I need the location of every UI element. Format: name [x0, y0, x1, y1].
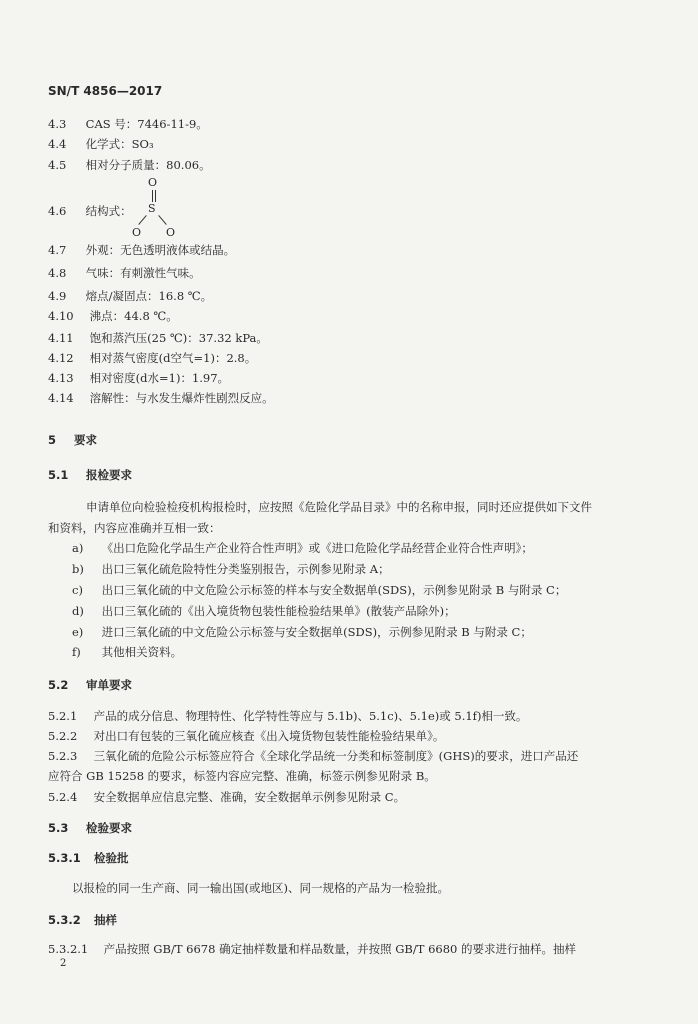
prop-num: 4.9: [48, 289, 67, 303]
prop-num: 4.4: [48, 137, 67, 151]
atom-o-right: O: [166, 226, 176, 239]
section-num: 5: [48, 433, 57, 447]
clause-text: 三氧化硫的危险公示标签应符合《全球化学品统一分类和标签制度》(GHS)的要求，进口产品还: [93, 749, 579, 763]
prop-num: 4.3: [48, 117, 67, 131]
bond-double-top-2: [155, 190, 156, 202]
section-num: 5.3: [48, 821, 69, 835]
clause-5-3-2-1: [48, 941, 668, 957]
prop-num: 4.13: [48, 371, 74, 385]
clause-text: 安全数据单应信息完整、准确，安全数据单示例参见附录 C。: [93, 790, 406, 804]
prop-num: 4.8: [48, 266, 67, 280]
prop-text: 化学式：SO₃: [85, 137, 154, 151]
s51-para-line-1: 申请单位向检验检疫机构报检时，应按照《危险化学品目录》中的名称申报，同时还应提供如下文件: [86, 500, 592, 514]
list-text: 《出口危险化学品生产企业符合性声明》或《进口危险化学品经营企业符合性声明》；: [101, 541, 533, 555]
section-num: 5.3.1: [48, 851, 81, 865]
section-title: 检验要求: [86, 821, 133, 835]
section-5-3-2-heading: [48, 912, 668, 928]
prop-num: 4.10: [48, 309, 74, 323]
list-mark: d): [72, 604, 84, 618]
clause-text: 产品按照 GB/T 6678 确定抽样数量和样品数量，并按照 GB/T 6680 的要求进行抽样。抽样: [103, 942, 576, 956]
clause-5-2-4: [48, 789, 668, 805]
list-text: 其他相关资料。: [101, 645, 183, 659]
prop-text: 相对密度(d水=1)：1.97。: [89, 371, 230, 385]
atom-s: S: [148, 202, 156, 215]
list-item-a: [72, 540, 668, 556]
bond-left: [138, 215, 146, 225]
section-title: 检验批: [94, 851, 129, 865]
prop-4-14: [48, 390, 668, 406]
prop-text: 溶解性：与水发生爆炸性剧烈反应。: [89, 391, 274, 405]
list-item-c: [72, 582, 668, 598]
prop-num: 4.11: [48, 331, 74, 345]
prop-4-8: [48, 265, 668, 281]
section-num: 5.3.2: [48, 913, 81, 927]
prop-text: 相对蒸气密度(d空气=1)：2.8。: [89, 351, 257, 365]
list-mark: b): [72, 562, 84, 576]
section-title: 要求: [74, 433, 98, 447]
section-num: 5.2: [48, 678, 69, 692]
atom-o-top: O: [148, 176, 158, 189]
prop-4-9: [48, 288, 668, 304]
clause-5-2-1: [48, 708, 668, 724]
clause-num: 5.2.2: [48, 729, 78, 743]
section-5-heading: [48, 432, 668, 448]
prop-4-12: [48, 350, 668, 366]
section-num: 5.1: [48, 468, 69, 482]
clause-num: 5.2.3: [48, 749, 78, 763]
s531-para: 以报检的同一生产商、同一输出国(或地区)、同一规格的产品为一检验批。: [72, 881, 449, 895]
prop-num: 4.6: [48, 204, 67, 218]
prop-text: 外观：无色透明液体或结晶。: [85, 243, 236, 257]
section-5-3-1-heading: [48, 850, 668, 866]
s51-para-line-2: 和资料，内容应准确并互相一致：: [48, 521, 221, 535]
list-text: 进口三氧化硫的中文危险公示标签与安全数据单(SDS)，示例参见附录 B 与附录 C；: [101, 625, 532, 639]
clause-num: 5.2.4: [48, 790, 78, 804]
clause-5-2-2: [48, 728, 668, 744]
list-mark: f): [72, 645, 81, 659]
prop-num: 4.7: [48, 243, 67, 257]
prop-text: CAS 号：7446-11-9。: [85, 117, 208, 131]
list-item-d: [72, 603, 668, 619]
list-item-b: [72, 561, 668, 577]
list-mark: a): [72, 541, 84, 555]
list-text: 出口三氧化硫的《出入境货物包装性能检验结果单》(散装产品除外)；: [101, 604, 456, 618]
prop-text: 气味：有刺激性气味。: [85, 266, 201, 280]
prop-text: 饱和蒸汽压(25 ℃)：37.32 kPa。: [89, 331, 268, 345]
list-text: 出口三氧化硫的中文危险公示标签的样本与安全数据单(SDS)，示例参见附录 B 与附录 C；: [101, 583, 567, 597]
clause-5-2-3-cont: 应符合 GB 15258 的要求，标签内容应完整、准确，标签示例参见附录 B。: [48, 769, 436, 783]
prop-4-13: [48, 370, 668, 386]
section-5-1-heading: [48, 467, 668, 483]
list-mark: c): [72, 583, 83, 597]
clause-5-2-3: [48, 748, 668, 764]
bond-right: [158, 215, 166, 225]
list-text: 出口三氧化硫危险特性分类鉴别报告，示例参见附录 A；: [101, 562, 390, 576]
section-title: 抽样: [94, 913, 118, 927]
section-title: 报检要求: [86, 468, 133, 482]
prop-4-7: [48, 242, 668, 258]
prop-4-11: [48, 330, 668, 346]
prop-num: 4.5: [48, 158, 67, 172]
section-title: 审单要求: [86, 678, 133, 692]
clause-num: 5.3.2.1: [48, 942, 89, 956]
prop-text: 结构式：: [85, 204, 132, 218]
list-mark: e): [72, 625, 84, 639]
prop-text: 沸点：44.8 ℃。: [89, 309, 178, 323]
clause-num: 5.2.1: [48, 709, 78, 723]
doc-code: SN/T 4856—2017: [48, 84, 163, 98]
clause-text: 产品的成分信息、物理特性、化学特性等应与 5.1b)、5.1c)、5.1e)或 5.1f)相一致。: [93, 709, 528, 723]
structural-formula: [132, 176, 188, 240]
bond-double-top: [152, 190, 153, 202]
prop-4-4: [48, 136, 668, 152]
section-5-3-heading: [48, 820, 668, 836]
clause-text: 对出口有包装的三氧化硫应核查《出入境货物包装性能检验结果单》。: [93, 729, 445, 743]
list-item-e: [72, 624, 668, 640]
list-item-f: [72, 644, 668, 660]
prop-4-10: [48, 308, 668, 324]
page-number: 2: [60, 958, 67, 969]
prop-4-5: [48, 157, 668, 173]
prop-text: 熔点/凝固点：16.8 ℃。: [85, 289, 213, 303]
atom-o-left: O: [132, 226, 142, 239]
prop-4-3: [48, 116, 668, 132]
section-5-2-heading: [48, 677, 668, 693]
prop-num: 4.14: [48, 391, 74, 405]
prop-num: 4.12: [48, 351, 74, 365]
prop-text: 相对分子质量：80.06。: [85, 158, 211, 172]
